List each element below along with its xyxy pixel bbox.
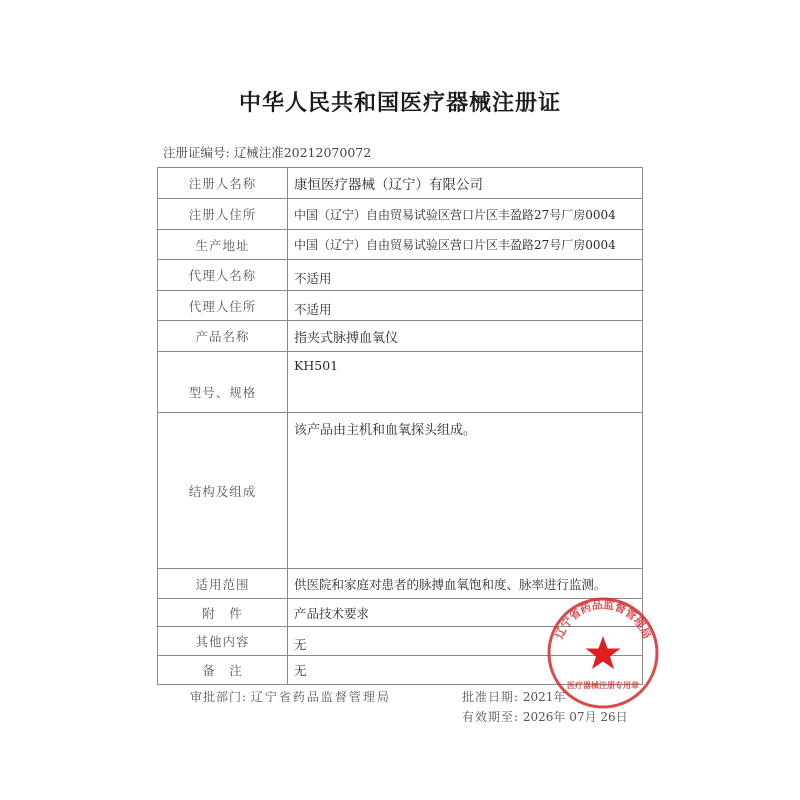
row-label: 注册人名称 bbox=[158, 168, 288, 199]
row-value: 康恒医疗器械（辽宁）有限公司 bbox=[288, 168, 643, 199]
registration-number-line bbox=[163, 143, 371, 161]
expiry-date-value: 2026年 07月 26日 bbox=[522, 710, 628, 724]
row-label: 生产地址 bbox=[158, 230, 288, 260]
table-row bbox=[158, 413, 643, 569]
table-row bbox=[158, 199, 643, 230]
row-label: 备 注 bbox=[158, 656, 288, 685]
row-label: 产品名称 bbox=[158, 321, 288, 352]
row-value: 中国（辽宁）自由贸易试验区营口片区丰盈路27号厂房0004 bbox=[288, 199, 643, 230]
table-row bbox=[158, 168, 643, 199]
approval-date-value: 2021年 bbox=[522, 690, 566, 704]
row-label: 型号、规格 bbox=[158, 352, 288, 413]
table-row bbox=[158, 260, 643, 291]
row-value: 供医院和家庭对患者的脉搏血氧饱和度、脉率进行监测。 bbox=[288, 569, 643, 599]
row-value: 无 bbox=[288, 627, 643, 656]
row-label: 适用范围 bbox=[158, 569, 288, 599]
row-label: 注册人住所 bbox=[158, 199, 288, 230]
table-row bbox=[158, 569, 643, 599]
expiry-date-label: 有效期至: bbox=[462, 710, 520, 724]
row-label: 代理人住所 bbox=[158, 291, 288, 321]
approval-authority bbox=[190, 688, 391, 705]
table-row bbox=[158, 291, 643, 321]
official-seal-icon bbox=[546, 596, 660, 710]
row-value: 指夹式脉搏血氧仪 bbox=[288, 321, 643, 352]
svg-text:辽宁省药品监督管理局: 辽宁省药品监督管理局 bbox=[552, 598, 654, 641]
authority-label: 审批部门: bbox=[190, 690, 248, 704]
approval-date-label: 批准日期: bbox=[462, 690, 520, 704]
row-value: 无 bbox=[288, 656, 643, 685]
row-value: KH501 bbox=[288, 352, 643, 413]
row-value: 不适用 bbox=[288, 291, 643, 321]
row-value: 不适用 bbox=[288, 260, 643, 291]
row-value: 产品技术要求 bbox=[288, 599, 643, 627]
row-label: 其他内容 bbox=[158, 627, 288, 656]
row-label: 附 件 bbox=[158, 599, 288, 627]
table-row bbox=[158, 321, 643, 352]
expiry-date bbox=[462, 708, 628, 725]
svg-text:医疗器械注册专用章: 医疗器械注册专用章 bbox=[567, 681, 639, 690]
registration-number-label: 注册证编号: bbox=[163, 145, 230, 160]
row-value: 该产品由主机和血氧探头组成。 bbox=[288, 413, 643, 569]
row-label: 结构及组成 bbox=[158, 413, 288, 569]
document-title: 中华人民共和国医疗器械注册证 bbox=[238, 90, 561, 116]
authority-name: 辽宁省药品监督管理局 bbox=[250, 690, 391, 704]
row-label: 代理人名称 bbox=[158, 260, 288, 291]
table-row bbox=[158, 352, 643, 413]
table-row bbox=[158, 230, 643, 260]
registration-number: 辽械注准20212070072 bbox=[233, 145, 372, 160]
row-value: 中国（辽宁）自由贸易试验区营口片区丰盈路27号厂房0004 bbox=[288, 230, 643, 260]
